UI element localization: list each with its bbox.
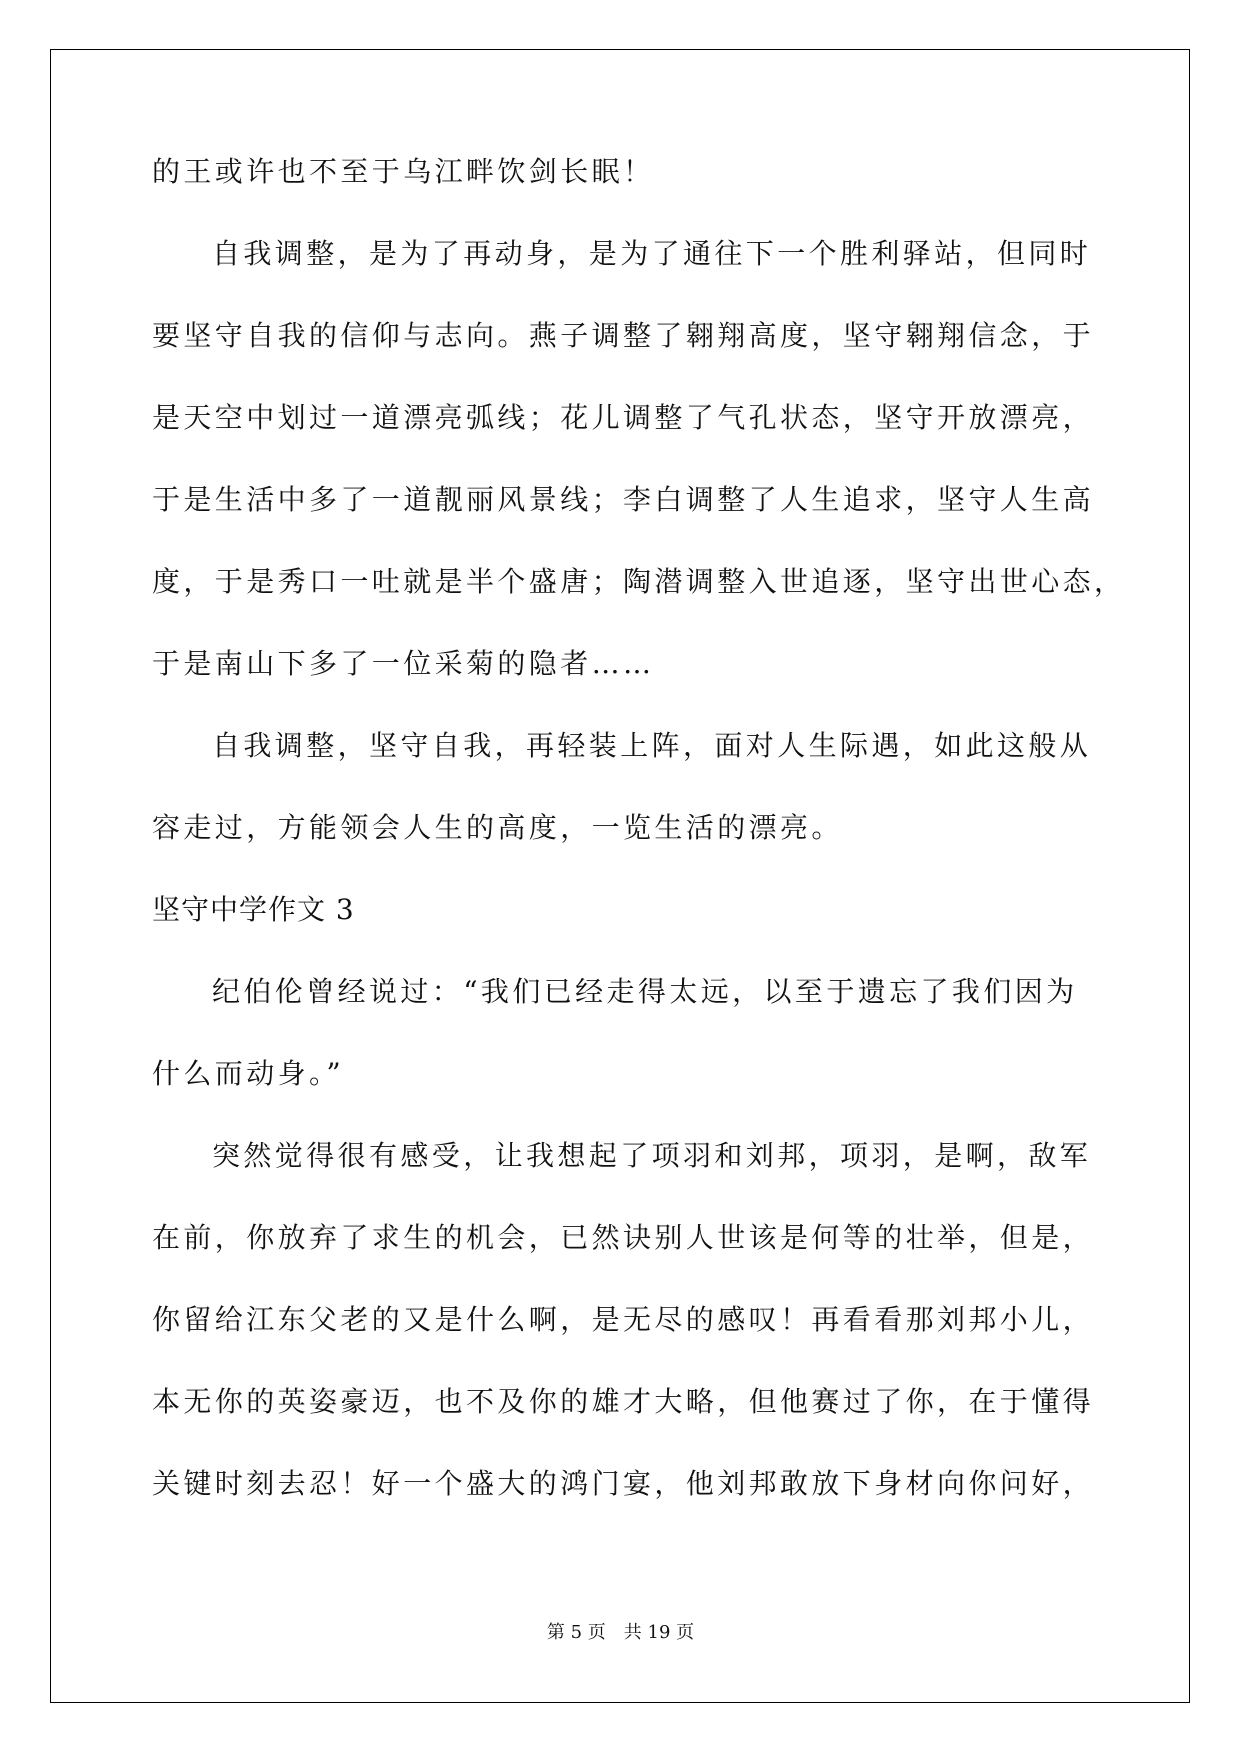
text-line: 于是生活中多了一道靓丽风景线；李白调整了人生追求，坚守人生高 — [152, 483, 1095, 516]
document-body — [152, 155, 1126, 1552]
paragraph-start: 自我调整，坚守自我，再轻装上阵，面对人生际遇，如此这般从 — [212, 729, 1092, 762]
paragraph-start: 纪伯伦曾经说过：“我们已经走得太远，以至于遗忘了我们因为 — [212, 975, 1078, 1008]
section-title: 坚守中学作文 3 — [152, 893, 355, 926]
text-line: 度，于是秀口一吐就是半个盛唐；陶潜调整入世追逐，坚守出世心态， — [152, 565, 1126, 598]
page-number: 第 5 页 共 19 页 — [546, 1622, 695, 1643]
text-line: 你留给江东父老的又是什么啊，是无尽的感叹！再看看那刘邦小儿， — [152, 1303, 1095, 1336]
paragraph-start: 自我调整，是为了再动身，是为了通往下一个胜利驿站，但同时 — [212, 237, 1092, 270]
text-line: 于是南山下多了一位采菊的隐者…… — [152, 647, 655, 680]
text-line: 要坚守自我的信仰与志向。燕子调整了翱翔高度，坚守翱翔信念，于 — [152, 319, 1095, 352]
text-line: 关键时刻去忍！好一个盛大的鸿门宴，他刘邦敢放下身材向你问好， — [152, 1467, 1095, 1500]
text-line: 是天空中划过一道漂亮弧线；花儿调整了气孔状态，坚守开放漂亮， — [152, 401, 1095, 434]
text-line: 容走过，方能领会人生的高度，一览生活的漂亮。 — [152, 811, 843, 844]
text-line: 本无你的英姿豪迈，也不及你的雄才大略，但他赛过了你，在于懂得 — [152, 1385, 1095, 1418]
paragraph-start: 突然觉得很有感受，让我想起了项羽和刘邦，项羽，是啊，敌军 — [212, 1139, 1092, 1172]
text-line: 的王或许也不至于乌江畔饮剑长眠！ — [152, 155, 655, 188]
text-line: 在前，你放弃了求生的机会，已然诀别人世该是何等的壮举，但是， — [152, 1221, 1095, 1254]
text-line: 什么而动身。” — [152, 1057, 345, 1090]
